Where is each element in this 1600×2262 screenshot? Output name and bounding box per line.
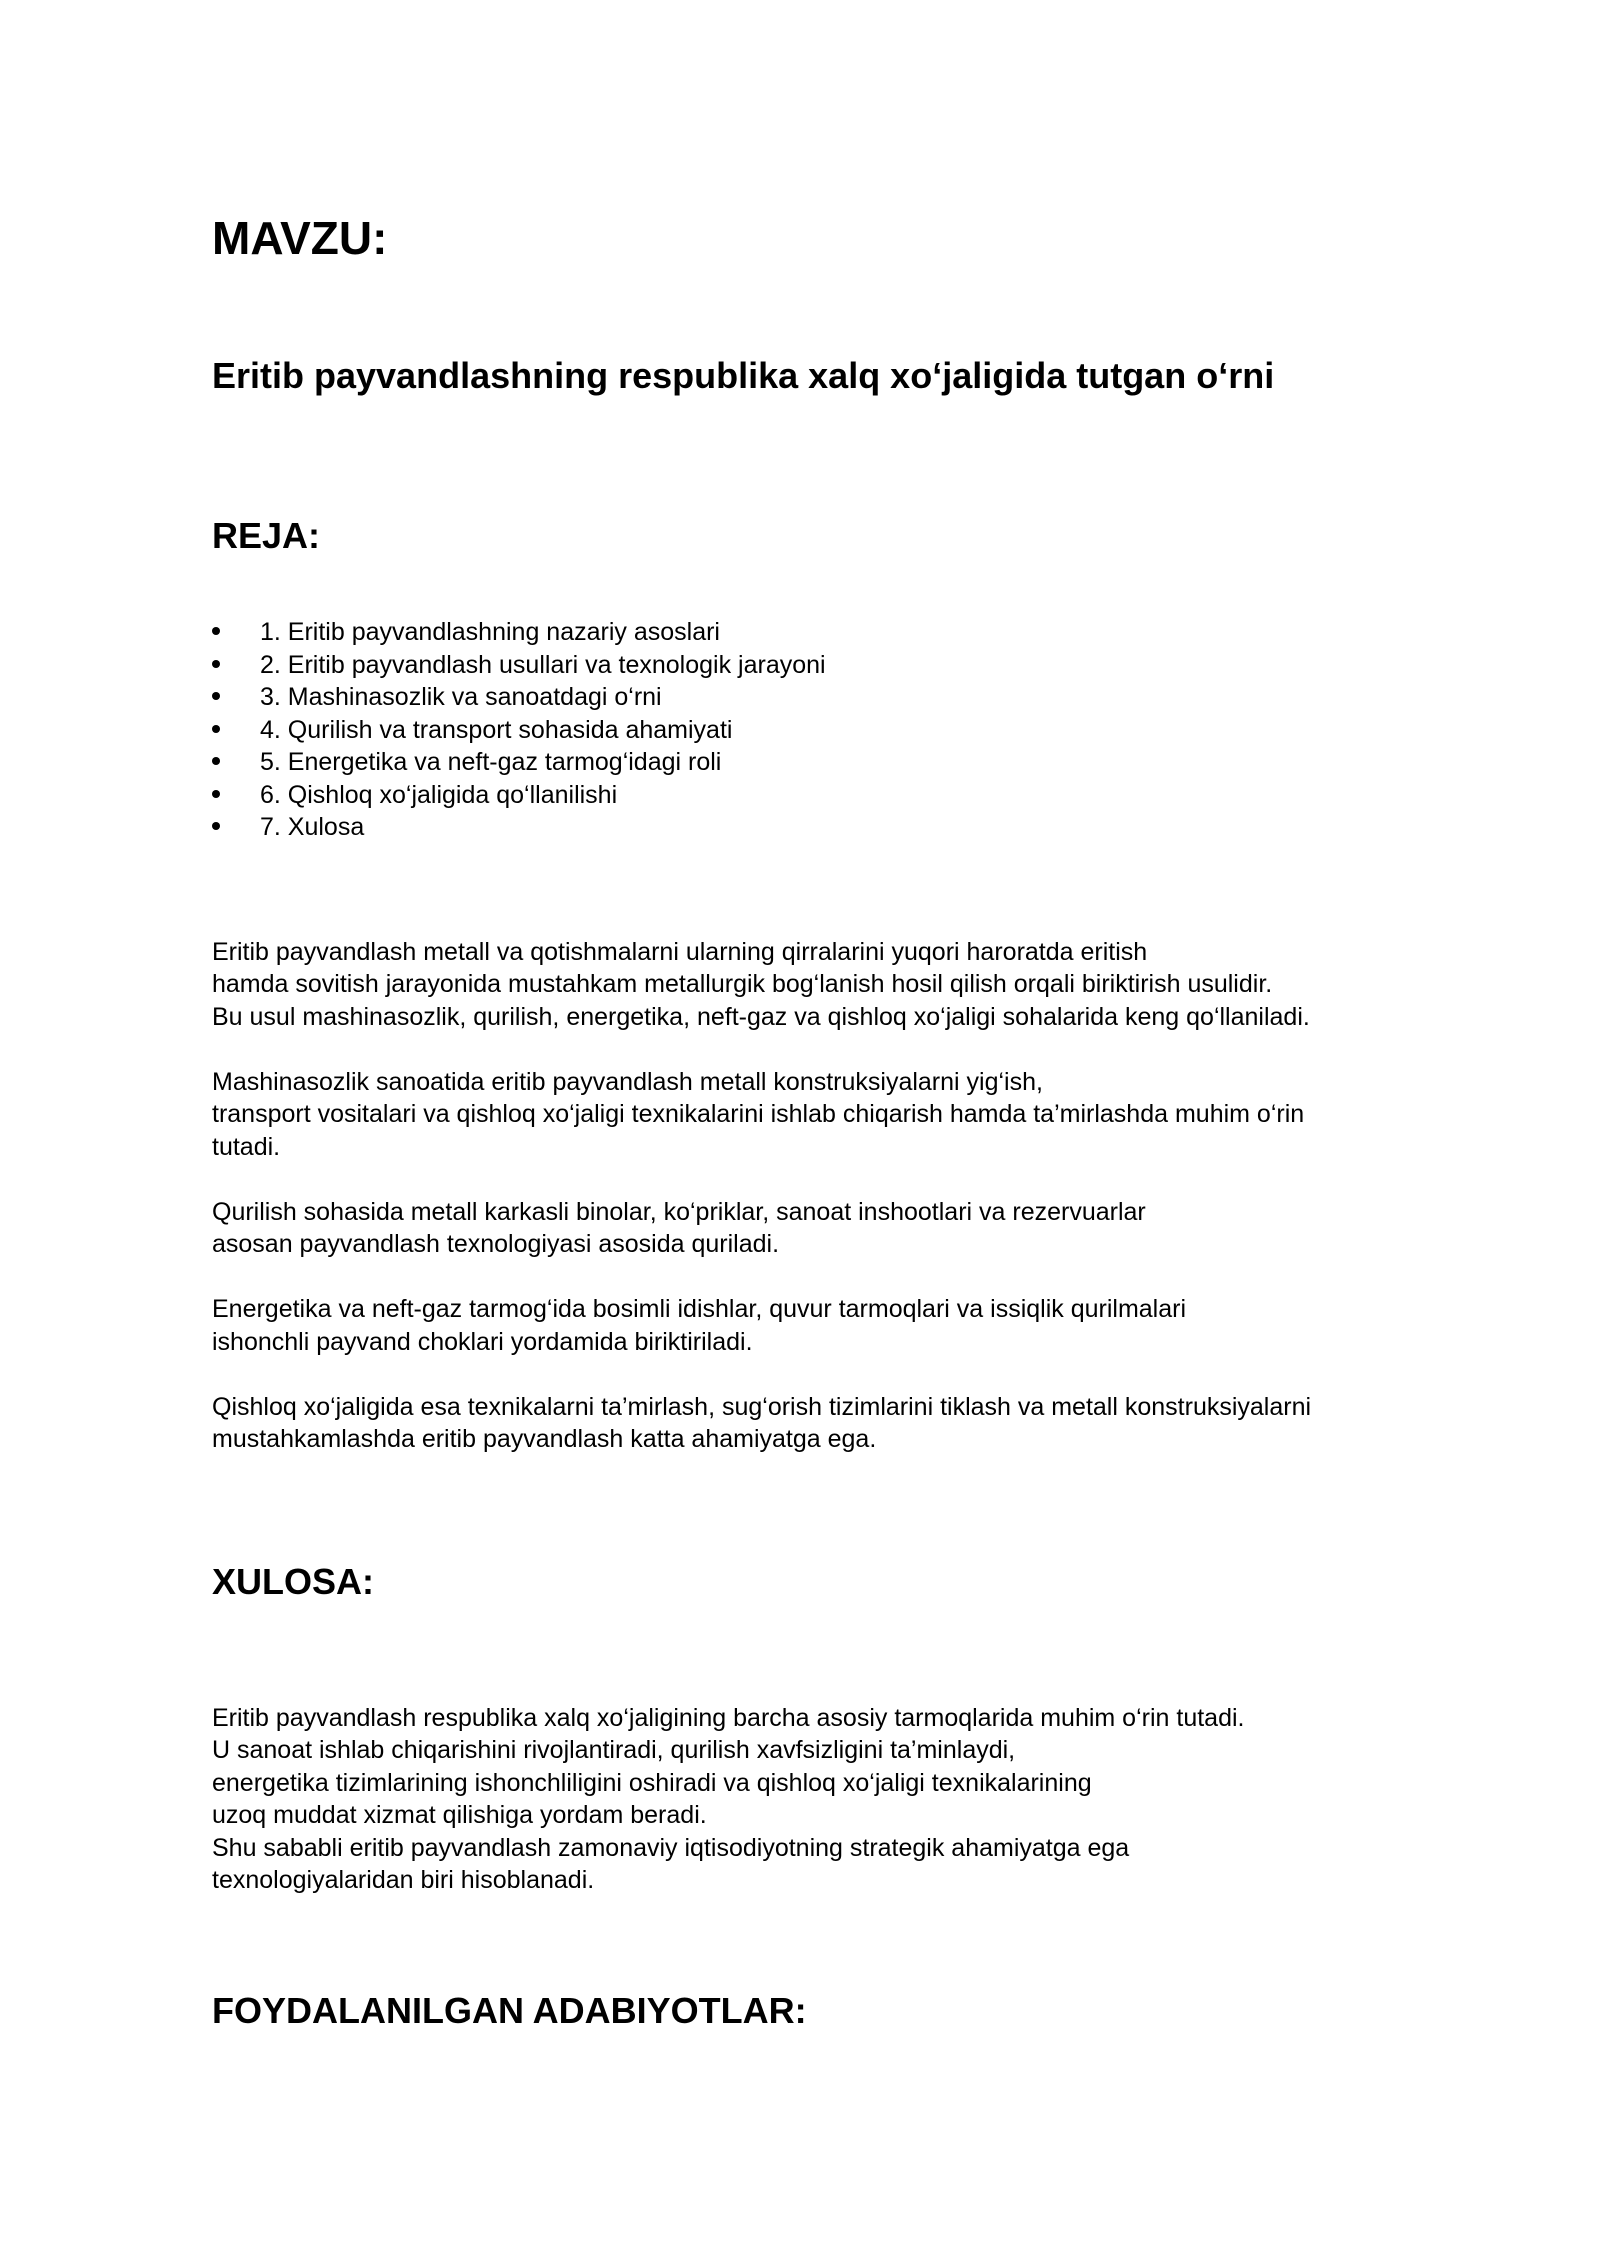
bullet-icon (212, 725, 220, 733)
plan-item (212, 779, 1432, 812)
plan-item-text: 4. Qurilish va transport sohasida ahamiyati (260, 715, 733, 744)
bullet-icon (212, 660, 220, 668)
text-line: ishonchli payvand choklari yordamida biriktiriladi. (212, 1327, 753, 1356)
plan-item-text: 1. Eritib payvandlashning nazariy asoslari (260, 618, 720, 646)
text-line: U sanoat ishlab chiqarishini rivojlantiradi, qurilish xavfsizligini ta’minlaydi, (212, 1736, 1016, 1764)
plan-list (212, 616, 1432, 844)
plan-item-text: 2. Eritib payvandlash usullari va texnologik jarayoni (260, 650, 826, 679)
plan-item (212, 681, 1432, 714)
plan-item-text: 3. Mashinasozlik va sanoatdagi o‘rni (260, 683, 662, 711)
text-line: Energetika va neft-gaz tarmog‘ida bosimli idishlar, quvur tarmoqlari va issiqlik qurilmalari (212, 1295, 1187, 1323)
body-paragraph (212, 1196, 1432, 1261)
plan-item (212, 746, 1432, 779)
xulosa-heading: XULOSA: (212, 1560, 374, 1602)
body-text (212, 936, 1432, 1456)
text-line: energetika tizimlarining ishonchliligini oshiradi va qishloq xo‘jaligi texnikalarining (212, 1768, 1092, 1797)
text-line: Mashinasozlik sanoatida eritib payvandlash metall konstruksiyalarni yig‘ish, (212, 1067, 1043, 1096)
text-line: hamda sovitish jarayonida mustahkam metallurgik bog‘lanish hosil qilish orqali biriktirish usulidir. (212, 970, 1273, 998)
plan-item-text: 7. Xulosa (260, 813, 365, 841)
text-line: tutadi. (212, 1132, 281, 1161)
text-line: uzoq muddat xizmat qilishiga yordam beradi. (212, 1801, 707, 1829)
text-line: Eritib payvandlash respublika xalq xo‘jaligining barcha asosiy tarmoqlarida muhim o‘rin tutadi. (212, 1703, 1245, 1732)
text-line: Qishloq xo‘jaligida esa texnikalarni ta’mirlash, sug‘orish tizimlarini tiklash va metall konstruksiyalarni (212, 1392, 1312, 1421)
reja-heading: REJA: (212, 515, 321, 556)
plan-item (212, 714, 1432, 747)
text-line: asosan payvandlash texnologiyasi asosida quriladi. (212, 1230, 780, 1258)
text-line: Bu usul mashinasozlik, qurilish, energetika, neft-gaz va qishloq xo‘jaligi sohalarida keng qo‘llaniladi. (212, 1002, 1310, 1031)
text-line: Qurilish sohasida metall karkasli binolar, ko‘priklar, sanoat inshootlari va rezervuarlar (212, 1197, 1146, 1226)
plan-item-text: 6. Qishloq xo‘jaligida qo‘llanilishi (260, 780, 618, 809)
body-paragraph (212, 1066, 1432, 1164)
plan-item (212, 649, 1432, 682)
body-paragraph (212, 936, 1432, 1034)
references-heading: FOYDALANILGAN ADABIYOTLAR: (212, 1989, 807, 2031)
bullet-icon (212, 692, 220, 700)
bullet-icon (212, 757, 220, 765)
text-line: texnologiyalaridan biri hisoblanadi. (212, 1866, 595, 1894)
text-line: transport vositalari va qishloq xo‘jaligi texnikalarini ishlab chiqarish hamda ta’mirlashda muhim o‘rin (212, 1100, 1305, 1128)
plan-item-text: 5. Energetika va neft-gaz tarmog‘idagi roli (260, 748, 722, 776)
xulosa-text (212, 1702, 1432, 1897)
text-line: mustahkamlashda eritib payvandlash katta ahamiyatga ega. (212, 1425, 877, 1453)
body-paragraph (212, 1293, 1432, 1358)
bullet-icon (212, 822, 220, 830)
bullet-icon (212, 790, 220, 798)
mavzu-heading: MAVZU: (212, 212, 388, 264)
plan-item (212, 811, 1432, 844)
bullet-icon (212, 627, 220, 635)
document-content (212, 210, 1432, 2033)
topic-title: Eritib payvandlashning respublika xalq xo‘jaligida tutgan o‘rni (212, 355, 1275, 396)
text-line: Shu sababli eritib payvandlash zamonaviy iqtisodiyotning strategik ahamiyatga ega (212, 1833, 1130, 1862)
body-paragraph (212, 1391, 1432, 1456)
xulosa-paragraph (212, 1702, 1432, 1897)
plan-item (212, 616, 1432, 649)
text-line: Eritib payvandlash metall va qotishmalarni ularning qirralarini yuqori haroratda eritish (212, 937, 1148, 966)
